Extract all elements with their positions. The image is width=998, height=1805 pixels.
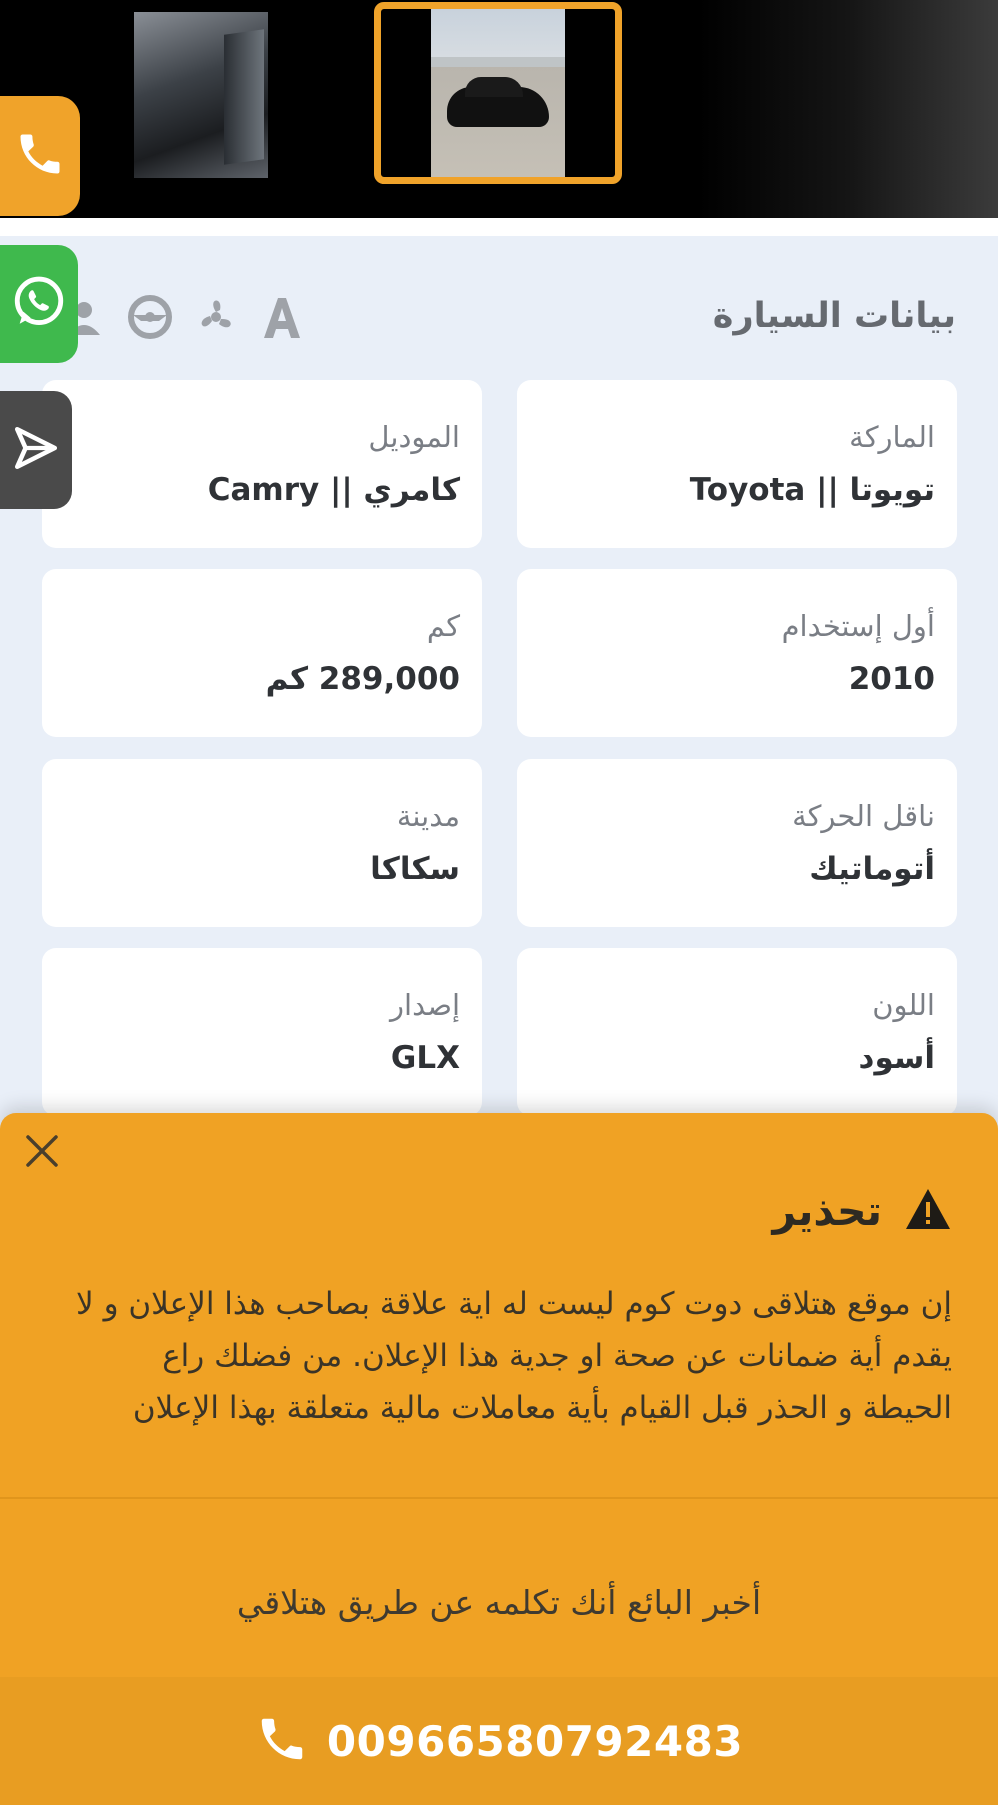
warning-text: إن موقع هتلاقى دوت كوم ليست له اية علاقة بصاحب هذا الإعلان و لا يقدم أية ضمانات عن صحة او جدية هذا الإعلان. من فضلك راع الحيطة و الحذر قبل القيام بأية معاملات مالية متعلقة بهذا الإعلان	[76, 1286, 952, 1426]
spec-card-mileage	[42, 569, 482, 737]
spec-label: أول إستخدام	[781, 609, 935, 643]
spec-label: اللون	[872, 988, 935, 1022]
warning-title: تحذير	[772, 1187, 882, 1235]
car-interior-photo	[134, 12, 268, 178]
tell-seller-text: أخبر البائع أنك تكلمه عن طريق هتلاقي	[236, 1583, 762, 1622]
spec-value: 2010	[848, 661, 935, 697]
call-seller-button[interactable]	[0, 1677, 998, 1805]
spec-card-brand	[517, 380, 957, 548]
whatsapp-icon	[10, 273, 68, 335]
spec-label: الماركة	[849, 420, 935, 454]
spec-card-city	[42, 759, 482, 927]
font-a-icon	[258, 293, 306, 341]
spec-value: كامري || Camry	[207, 472, 460, 508]
warning-sheet	[0, 1113, 998, 1805]
spec-label: ناقل الحركة	[792, 799, 935, 833]
warning-triangle-icon	[904, 1187, 952, 1235]
spec-value: أسود	[858, 1040, 935, 1076]
phone-icon	[14, 128, 66, 184]
car-exterior-photo	[431, 9, 565, 177]
whatsapp-float-button[interactable]	[0, 245, 78, 363]
share-icon	[11, 423, 61, 477]
steering-wheel-icon	[126, 293, 174, 341]
spec-card-trim	[42, 948, 482, 1116]
close-button[interactable]	[18, 1129, 66, 1177]
spec-label: إصدار	[390, 988, 460, 1022]
close-icon	[24, 1133, 60, 1173]
spec-label: مدينة	[396, 799, 460, 833]
call-float-button[interactable]	[0, 96, 80, 216]
spec-card-transmission	[517, 759, 957, 927]
spec-value: أتوماتيك	[809, 851, 935, 887]
feature-icons	[60, 292, 306, 342]
spec-card-first-use	[517, 569, 957, 737]
spec-label: كم	[426, 609, 460, 643]
spec-value: GLX	[390, 1040, 460, 1076]
spec-card-model	[42, 380, 482, 548]
phone-icon	[255, 1712, 309, 1770]
gallery-thumbnail-interior[interactable]	[134, 12, 318, 178]
fan-icon	[192, 293, 240, 341]
spec-value: 289,000 كم	[265, 661, 460, 697]
spec-card-color	[517, 948, 957, 1116]
phone-number: 00966580792483	[326, 1716, 744, 1766]
divider	[0, 1497, 998, 1499]
warning-header	[772, 1187, 952, 1235]
spec-label: الموديل	[368, 420, 460, 454]
gallery-thumbnail-selected[interactable]	[374, 2, 622, 184]
spec-value: سكاكا	[370, 851, 460, 887]
section-title: بيانات السيارة	[712, 296, 956, 336]
spec-value: تويوتا || Toyota	[689, 472, 935, 508]
share-float-button[interactable]	[0, 391, 72, 509]
photo-gallery[interactable]	[0, 0, 998, 218]
